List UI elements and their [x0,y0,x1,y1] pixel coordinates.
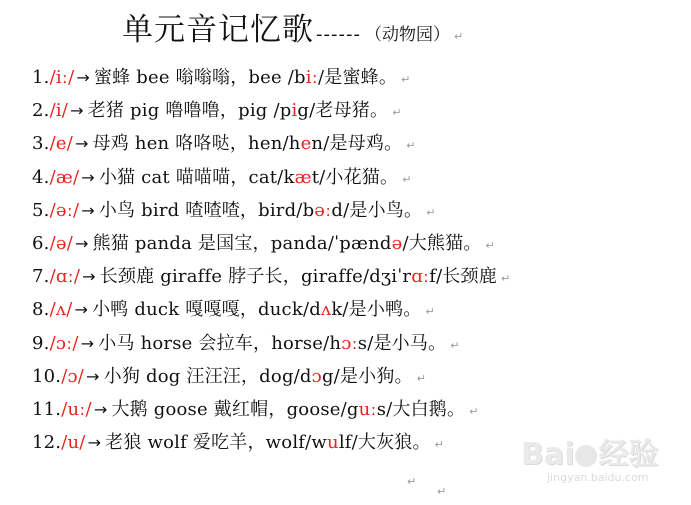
ipa-highlight: æ [294,166,312,188]
line-number: 5. [32,199,50,221]
line-tail: g/老母猪。 [297,100,389,122]
line-text: 小马 horse 会拉车，horse/h [98,332,342,354]
vowel-symbol: /e/ [49,133,73,155]
line-tail: k/是小鸭。 [331,299,422,321]
vowel-line [32,360,510,393]
line-number: 8. [32,299,50,321]
vowel-symbol: /iː/ [49,67,75,88]
vowel-line [32,94,510,127]
line-text: 小鸭 duck 嘎嘎嘎，duck/d [92,299,321,321]
watermark-logo: Bai 经验 [521,437,659,472]
vowel-line [32,161,510,194]
line-tail: f/长颈鹿 [429,266,497,288]
vowel-line [32,127,510,160]
line-tail: t/小花猫。 [311,166,399,188]
line-tail: /大熊猫。 [402,232,482,254]
arrow-icon: → [86,366,100,386]
line-number: 7. [32,266,50,288]
ipa-highlight: ʌ [320,299,332,321]
vowel-symbol: /ə/ [49,232,73,254]
line-tail: s/大白鹅。 [376,398,466,420]
vowel-symbol: /ɔː/ [49,332,79,354]
ipa-highlight: ə [391,232,403,254]
arrow-icon: → [82,267,96,287]
paragraph-mark-icon: ↵ [469,404,479,418]
arrow-icon: → [80,333,95,353]
vowel-symbol: /ɔ/ [61,365,85,387]
ipa-highlight: ɔː [341,332,358,354]
line-number: 10. [32,365,62,387]
line-text: 长颈鹿 giraffe 脖子长，giraffe/dʒiˈr [99,266,412,288]
arrow-icon: → [74,300,89,320]
vowel-line [32,327,510,360]
line-number: 1. [32,67,50,88]
line-number: 12. [32,432,62,454]
page-title: 单元音记忆歌 [122,12,314,48]
vowel-symbol: /u/ [61,432,86,454]
line-text: 老猪 pig 噜噜噜，pig /p [87,100,292,122]
arrow-icon: → [70,101,84,121]
paragraph-mark-icon: ↵ [485,238,495,252]
vowel-symbol: /i/ [49,100,69,122]
arrow-icon: → [81,200,95,220]
line-text: 小狗 dog 汪汪汪，dog/d [103,365,312,387]
paragraph-mark-icon: ↵ [406,139,416,153]
vowel-symbol: /ʌ/ [49,299,73,321]
line-number: 9. [32,332,50,354]
watermark-url: jingyan.baidu.com [547,471,649,484]
line-text: 小鸟 bird 喳喳喳，bird/b [98,199,315,221]
vowel-symbol: /æ/ [49,166,80,188]
vowel-line [32,227,510,260]
vowel-line [32,260,510,293]
vowel-line [32,194,510,227]
vowel-line [32,293,510,326]
paragraph-mark-icon: ↵ [500,272,511,286]
ipa-highlight: u [327,432,339,454]
ipa-highlight: uː [358,398,377,420]
line-text: 熊猫 panda 是国宝，panda/ˈpænd [92,232,392,254]
paragraph-mark-icon: ↵ [401,73,411,86]
paragraph-mark-icon: ↵ [437,485,447,498]
vowel-line [32,426,510,459]
line-text: 大鹅 goose 戴红帽，goose/g [111,398,359,420]
vowel-line [32,393,510,426]
ipa-highlight: ɑː [411,266,430,288]
line-text: 小猫 cat 喵喵喵，cat/k [98,166,295,188]
paragraph-mark-icon: ↵ [402,172,412,186]
vowel-symbol: /əː/ [49,199,80,221]
line-tail: n/是母鸡。 [311,133,403,155]
line-number: 6. [32,232,50,254]
line-text: 老狼 wolf 爱吃羊，wolf/w [105,432,328,454]
paw-icon [575,445,597,467]
ipa-highlight: əː [314,199,332,221]
line-number: 3. [32,133,50,155]
line-tail: lf/大灰狼。 [338,432,431,454]
arrow-icon: → [87,433,102,453]
line-tail: s/是小马。 [357,332,447,354]
line-tail: g/是小狗。 [321,365,413,387]
paragraph-mark-icon: ↵ [407,475,417,488]
line-text: 蜜蜂 bee 嗡嗡嗡，bee /b [93,67,306,88]
paragraph-mark-icon: ↵ [392,106,402,120]
paragraph-mark-icon: ↵ [426,205,436,219]
line-number: 4. [32,166,50,188]
line-number: 11. [32,398,62,420]
title-subtitle: （动物园） [364,25,450,45]
arrow-icon: → [76,68,90,87]
paragraph-mark-icon: ↵ [453,30,464,43]
vowel-line [32,61,510,94]
paragraph-mark-icon: ↵ [450,338,460,352]
vowel-list [32,61,510,459]
arrow-icon: → [81,167,95,187]
ipa-highlight: i [291,100,298,122]
vowel-symbol: /ɑː/ [49,266,81,288]
line-tail: /是蜜蜂。 [318,67,398,88]
paragraph-mark-icon: ↵ [425,305,435,319]
arrow-icon: → [93,399,108,419]
line-tail: d/是小鸟。 [331,199,423,221]
paragraph-mark-icon: ↵ [434,438,445,452]
line-text: 母鸡 hen 咯咯哒，hen/h [92,133,301,155]
arrow-icon: → [74,134,89,154]
paragraph-mark-icon: ↵ [416,371,427,385]
baidu-jingyan-watermark [521,429,661,489]
vowel-symbol: /uː/ [61,398,92,420]
title-row [122,4,463,48]
line-number: 2. [32,100,50,122]
ipa-highlight: ɔ [311,365,322,387]
ipa-highlight: e [300,133,312,155]
title-dashes: ------ [316,24,361,45]
ipa-highlight: iː [305,67,318,88]
arrow-icon: → [74,233,89,253]
